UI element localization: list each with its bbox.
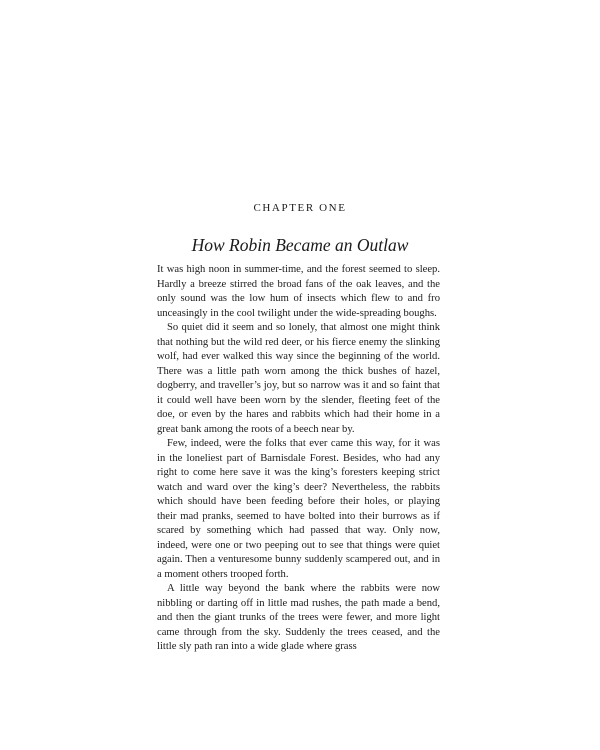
chapter-number: CHAPTER ONE [253,202,347,214]
paragraph-2: So quiet did it seem and so lonely, that almost one might think that nothing but the wild red deer, or his fierce enemy the slinking wolf, had ever walked this way since the beginning of the world. There was a little path worn among the thick bushes of hazel, dogberry, and traveller’s joy, but so narrow was it and so faint that it could well have been worn by the slender, fleeting feet of the doe, or even by the hares and rabbits which had their home in a great bank among the roots of a beech near by. [157,322,440,435]
chapter-body [157,263,440,655]
paragraph-1: It was high noon in summer-time, and the forest seemed to sleep. Hardly a breeze stirred the broad fans of the oak leaves, and the only sound was the low hum of insects which flew to and fro unceasingly in the cool twilight under the wide-spreading boughs. [157,264,440,319]
chapter-title: How Robin Became an Outlaw [191,235,409,255]
paragraph-4: A little way beyond the bank where the rabbits were now nibbling or darting off in little mad rushes, the path made a bend, and then the giant trunks of the trees were fewer, and more light came through from the sky. Suddenly the trees ceased, and the little sly path ran into a wide glade where grass [157,583,440,652]
paragraph-3: Few, indeed, were the folks that ever came this way, for it was in the loneliest part of Barnisdale Forest. Besides, who had any right to come here save it was the king’s foresters keeping strict watch and ward over the king’s deer? Nevertheless, the rabbits which should have been feeding before their holes, or playing their mad pranks, seemed to have bolted into their burrows as if scared by something which had passed that way. Only now, indeed, were one or two peeping out to see that things were quiet again. Then a venturesome bunny suddenly scampered out, and in a moment others trooped forth. [157,438,440,580]
